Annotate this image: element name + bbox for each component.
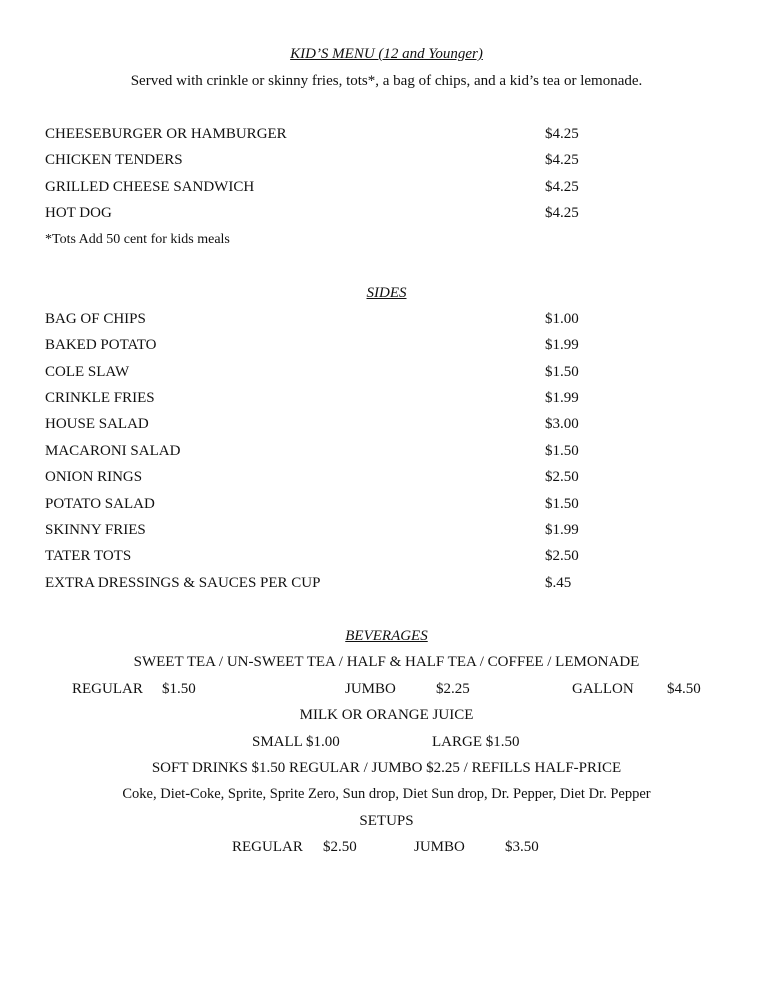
menu-item-price: $1.50 [545,443,579,459]
menu-item-name: CHEESEBURGER OR HAMBURGER [45,126,287,142]
menu-item-price: $1.99 [545,390,579,406]
tea-size-label: JUMBO [345,681,396,697]
menu-item-price: $1.50 [545,496,579,512]
milk-large: LARGE $1.50 [432,734,520,750]
menu-item-price: $1.99 [545,337,579,353]
soft-drinks-line: SOFT DRINKS $1.50 REGULAR / JUMBO $2.25 / REFILLS HALF-PRICE [151,760,622,776]
menu-item-name: BAG OF CHIPS [45,311,146,327]
menu-item-name: MACARONI SALAD [45,443,181,459]
setup-size-price: $2.50 [323,839,357,855]
tea-size-price: $2.25 [436,681,470,697]
menu-item-name: SKINNY FRIES [45,522,146,538]
kids-menu-heading: KID’S MENU (12 and Younger) [290,46,483,62]
menu-item-name: HOUSE SALAD [45,416,149,432]
sides-heading: SIDES [366,285,407,301]
menu-item-name: TATER TOTS [45,548,132,564]
menu-item-price: $4.25 [545,126,579,142]
menu-item-name: CRINKLE FRIES [45,390,155,406]
tea-size-label: REGULAR [72,681,143,697]
tea-line: SWEET TEA / UN-SWEET TEA / HALF & HALF TEA / COFFEE / LEMONADE [133,654,640,670]
setups-label: SETUPS [359,813,414,829]
tea-size-price: $4.50 [667,681,701,697]
menu-item-name: COLE SLAW [45,364,130,380]
menu-item-name: ONION RINGS [45,469,143,485]
kids-menu-subtitle: Served with crinkle or skinny fries, tots*, a bag of chips, and a kid’s tea or lemonade. [130,73,643,89]
kids-menu-note: *Tots Add 50 cent for kids meals [45,232,230,247]
tea-size-price: $1.50 [162,681,196,697]
menu-item-price: $1.50 [545,364,579,380]
menu-item-name: CHICKEN TENDERS [45,152,183,168]
menu-item-name: BAKED POTATO [45,337,157,353]
beverages-heading: BEVERAGES [345,628,428,644]
menu-item-name: HOT DOG [45,205,112,221]
menu-item-price: $4.25 [545,205,579,221]
milk-small: SMALL $1.00 [252,734,340,750]
menu-item-name: EXTRA DRESSINGS & SAUCES PER CUP [45,575,321,591]
menu-item-price: $.45 [545,575,572,591]
menu-item-price: $2.50 [545,548,579,564]
setup-size-label: JUMBO [414,839,465,855]
milk-line: MILK OR ORANGE JUICE [299,707,474,723]
menu-item-price: $1.00 [545,311,579,327]
menu-item-name: GRILLED CHEESE SANDWICH [45,179,255,195]
setup-size-label: REGULAR [232,839,303,855]
tea-size-label: GALLON [572,681,634,697]
menu-item-price: $4.25 [545,179,579,195]
menu-item-name: POTATO SALAD [45,496,155,512]
soft-drinks-brands: Coke, Diet-Coke, Sprite, Sprite Zero, Sun drop, Diet Sun drop, Dr. Pepper, Diet Dr. Pepper [122,786,651,802]
menu-item-price: $1.99 [545,522,579,538]
setup-size-price: $3.50 [505,839,539,855]
menu-item-price: $2.50 [545,469,579,485]
menu-item-price: $4.25 [545,152,579,168]
menu-item-price: $3.00 [545,416,579,432]
